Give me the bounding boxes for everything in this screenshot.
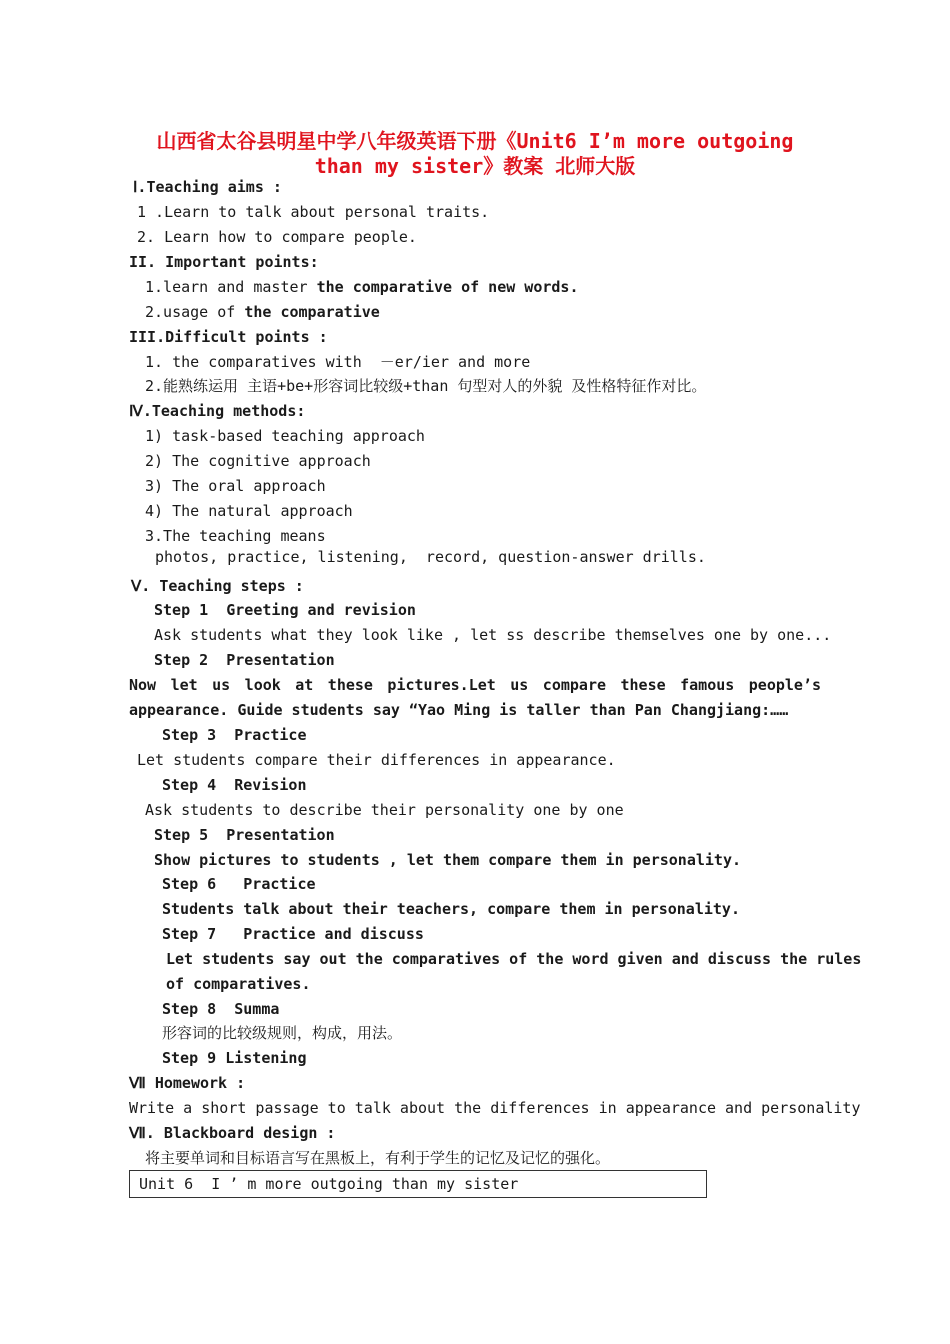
step-2-text-1: Now let us look at these pictures.Let us compare these famous people’s xyxy=(129,676,821,694)
aims-item-1: 1 .Learn to talk about personal traits. xyxy=(137,203,490,221)
methods-item-3: 3) The oral approach xyxy=(145,477,326,495)
methods-item-1: 1) task-based teaching approach xyxy=(145,427,425,445)
step-7-heading: Step 7 Practice and discuss xyxy=(162,925,424,943)
methods-heading: Ⅳ.Teaching methods: xyxy=(129,402,306,420)
step-4-heading: Step 4 Revision xyxy=(162,776,307,794)
step-8-heading: Step 8 Summa xyxy=(162,1000,280,1018)
difficult-item-2: 2.能熟练运用 主语+be+形容词比较级+than 句型对人的外貌 及性格特征作对比。 xyxy=(145,377,707,395)
blackboard-heading: Ⅶ. Blackboard design : xyxy=(129,1124,336,1142)
document-title-line1: 山西省太谷县明星中学八年级英语下册《Unit6 I’m more outgoing xyxy=(156,129,794,153)
important-item-1-bold: the comparative of new words. xyxy=(316,278,579,296)
step-8-text: 形容词的比较级规则，构成，用法。 xyxy=(162,1024,403,1042)
step-5-text: Show pictures to students , let them compare them in personality. xyxy=(154,851,741,869)
homework-text: Write a short passage to talk about the differences in appearance and personality xyxy=(129,1099,861,1117)
steps-heading: Ⅴ. Teaching steps : xyxy=(131,577,304,595)
important-item-1 xyxy=(145,277,579,297)
important-item-2 xyxy=(145,302,380,322)
difficult-item-1: 1. the comparatives with －er/ier and more xyxy=(145,353,531,371)
step-4-text: Ask students to describe their personality one by one xyxy=(145,801,624,819)
aims-heading: Ⅰ.Teaching aims : xyxy=(133,178,282,196)
step-9-heading: Step 9 Listening xyxy=(162,1049,307,1067)
difficult-heading: III.Difficult points : xyxy=(129,328,328,346)
methods-item-6: photos, practice, listening, record, question-answer drills. xyxy=(155,548,706,566)
step-7-text-2: of comparatives. xyxy=(166,975,311,993)
important-item-2-bold: the comparative xyxy=(244,303,380,321)
document-title-line2: than my sister》教案 北师大版 xyxy=(314,154,636,178)
step-5-heading: Step 5 Presentation xyxy=(154,826,335,844)
step-2-heading: Step 2 Presentation xyxy=(154,651,335,669)
step-7-text-1: Let students say out the comparatives of the word given and discuss the rules xyxy=(166,950,862,968)
homework-heading: Ⅶ Homework : xyxy=(129,1074,246,1092)
important-item-2-text: 2.usage of xyxy=(145,303,245,321)
step-1-heading: Step 1 Greeting and revision xyxy=(154,601,416,619)
aims-item-2: 2. Learn how to compare people. xyxy=(137,228,417,246)
step-6-heading: Step 6 Practice xyxy=(162,875,316,893)
blackboard-text: 将主要单词和目标语言写在黑板上，有利于学生的记忆及记忆的强化。 xyxy=(145,1149,611,1167)
step-1-text: Ask students what they look like , let ss describe themselves one by one... xyxy=(154,626,832,644)
step-6-text: Students talk about their teachers, compare them in personality. xyxy=(162,900,740,918)
methods-item-2: 2) The cognitive approach xyxy=(145,452,371,470)
methods-item-4: 4) The natural approach xyxy=(145,502,353,520)
step-2-text-2: appearance. Guide students say “Yao Ming is taller than Pan Changjiang:…… xyxy=(129,701,789,719)
step-3-text: Let students compare their differences in appearance. xyxy=(137,751,616,769)
important-item-1-text: 1.learn and master xyxy=(145,278,317,296)
methods-item-5: 3.The teaching means xyxy=(145,527,326,545)
step-3-heading: Step 3 Practice xyxy=(162,726,307,744)
important-heading: II. Important points: xyxy=(129,253,319,271)
blackboard-box xyxy=(129,1170,707,1198)
blackboard-box-text: Unit 6 I ’ m more outgoing than my sister xyxy=(139,1175,519,1193)
